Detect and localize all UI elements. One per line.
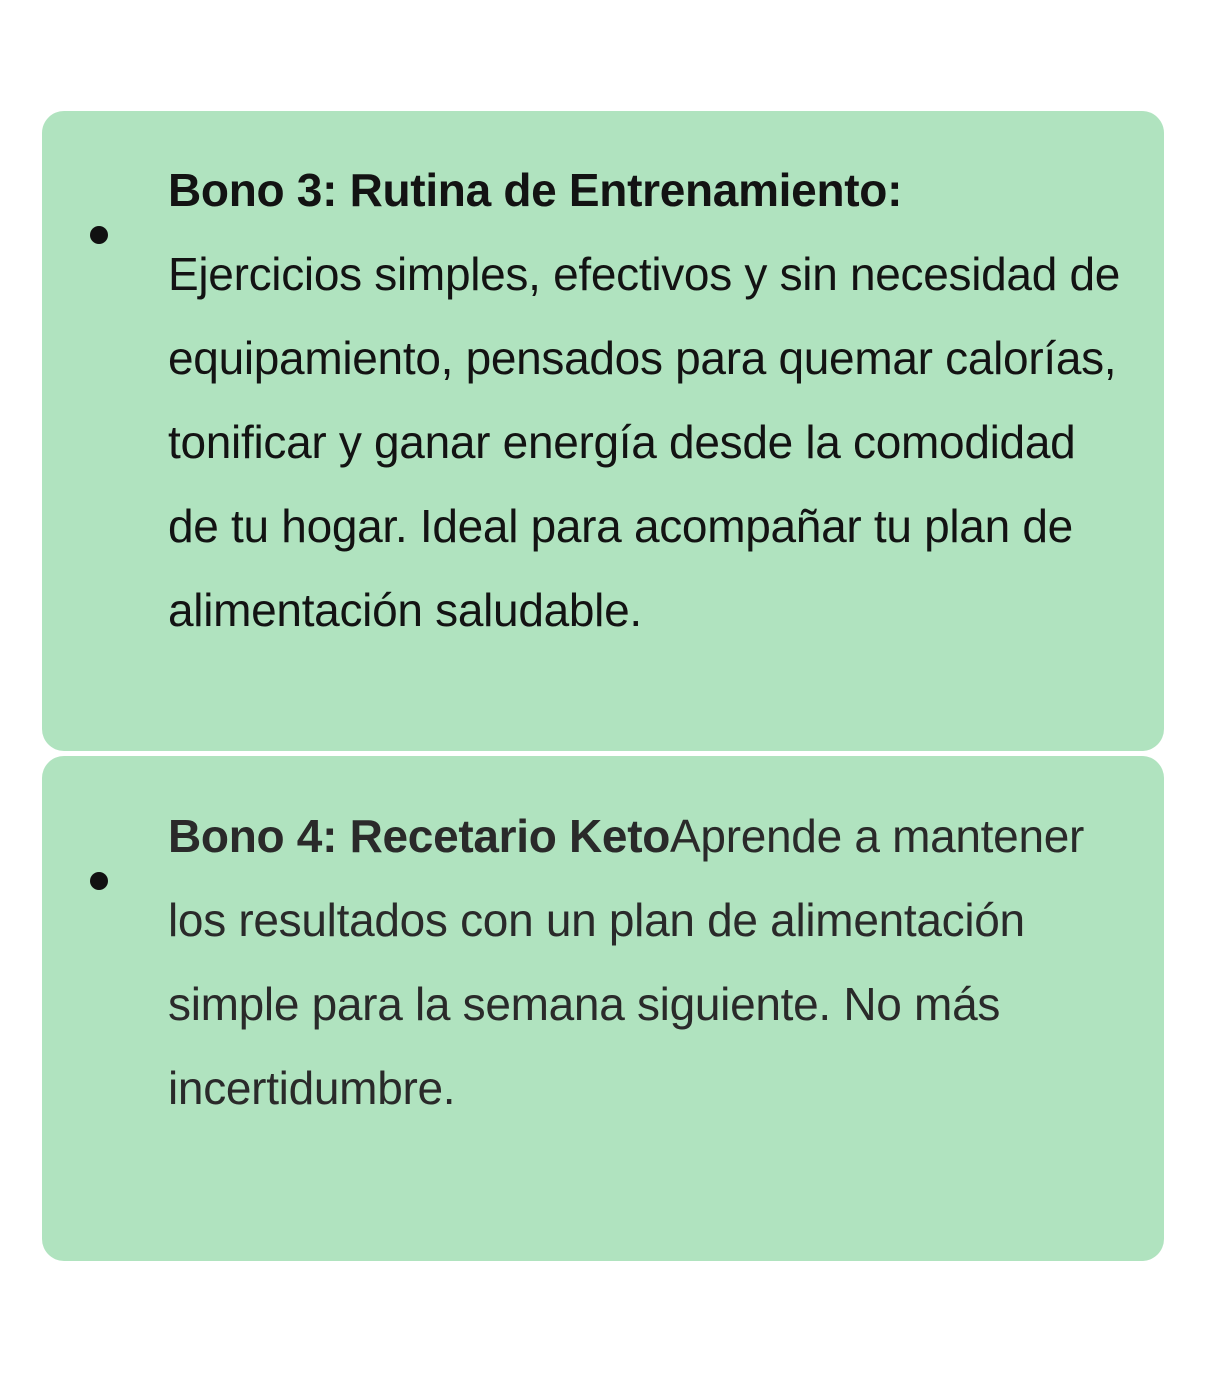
bonus-list <box>42 756 1164 1130</box>
bonus-description: Ejercicios simples, efectivos y sin necesidad de equipamiento, pensados para quemar calorías, tonificar y ganar energía desde la comodidad de tu hogar. Ideal para acompañar tu plan de alimentación saludable. <box>168 248 1121 636</box>
bonus-card-4 <box>42 756 1164 1261</box>
bonus-card-3 <box>42 111 1164 751</box>
bonus-description: Aprende a mantener los resultados con un plan de alimentación simple para la semana siguiente. No más incertidumbre. <box>168 810 1085 1114</box>
bullet-dot-icon <box>90 872 108 890</box>
bonus-list <box>42 111 1164 652</box>
bonus-item <box>42 111 1164 652</box>
bonus-item <box>42 756 1164 1130</box>
bullet-dot-icon <box>90 226 108 244</box>
bonus-title: Bono 3: Rutina de Entrenamiento: <box>168 164 903 216</box>
bonus-title: Bono 4: Recetario Keto <box>168 810 671 862</box>
